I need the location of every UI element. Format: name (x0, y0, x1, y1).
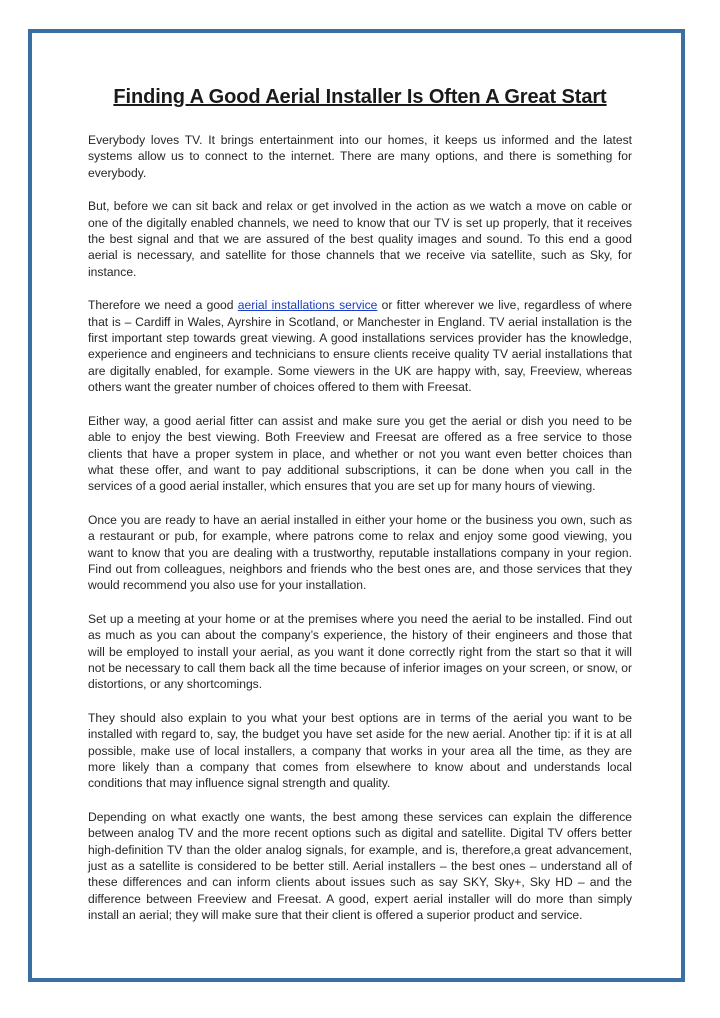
paragraph-freeview-freesat: Either way, a good aerial fitter can assist and make sure you get the aerial or dish you need to be able to enjoy the best viewing. Both Freeview and Freesat are offered as a free service to those clients that have a proper system in place, and whether or not you want even better choices than what these offer, and want to pay additional subscriptions, it can be done when you call in the services of a good aerial installer, which ensures that you are set up for many hours of viewing. (88, 413, 632, 494)
document-body (88, 132, 632, 941)
paragraph-meeting: Set up a meeting at your home or at the premises where you need the aerial to be installed. Find out as much as you can about the company’s experience, the history of their engineers and those that will be employed to install your aerial, as you want it done correctly right from the start so that it will not be necessary to call them back all the time because of inferior images on your screen, or snow, or distortions, or any shortcomings. (88, 611, 632, 692)
paragraph-installation-service (88, 297, 632, 395)
paragraph-options-tips: They should also explain to you what your best options are in terms of the aerial you want to be installed with regard to, say, the budget you have set aside for the new aerial. Another tip: if it is at all possible, make use of local installers, a company that works in your area all the time, as they are more likely than a company that comes from elsewhere to know about and understands local conditions that may influence signal strength and quality. (88, 710, 632, 791)
paragraph-intro: Everybody loves TV. It brings entertainment into our homes, it keeps us informed and the latest systems allow us to connect to the internet. There are many options, and there is something for everybody. (88, 133, 632, 180)
paragraph-text-after-link: or fitter wherever we live, regardless of where that is – Cardiff in Wales, Ayrshire in Scotland, or Manchester in England. TV aerial installation is the first important step towards great viewing. A good installations services provider has the knowledge, experience and engineers and technicians to ensure clients receive quality TV aerial installations that are digitally enabled, for example. Some viewers in the UK are happy with, say, Freeview, whereas others want the greater number of choices offered to them with Freesat. (88, 298, 632, 395)
document-title: Finding A Good Aerial Installer Is Often A Great Start (113, 86, 607, 108)
paragraph-signal-quality: But, before we can sit back and relax or get involved in the action as we watch a move on cable or one of the digitally enabled channels, we need to know that our TV is set up properly, that it receives the best signal and that we are assured of the best quality images and sound. To this end a good aerial is necessary, and satellite for those channels that we receive via satellite, such as Sky, for instance. (88, 199, 632, 279)
paragraph-text-before-link: Therefore we need a good (88, 298, 238, 313)
aerial-installations-service-link[interactable]: aerial installations service (237, 298, 378, 313)
paragraph-analog-digital: Depending on what exactly one wants, the best among these services can explain the difference between analog TV and the more recent options such as digital and satellite. Digital TV offers better high-definition TV than the older analog signals, for example, and is, therefore,a great advancement, just as a satellite is considered to be better still. Aerial installers – the best ones – understand all of these differences and can inform clients about issues such as say SKY, Sky+, Sky HD – and the difference between Freeview and Freesat. A good, expert aerial installer will do more than simply install an aerial; they will make sure that their client is offered a superior product and service. (88, 809, 632, 923)
paragraph-choosing-company: Once you are ready to have an aerial installed in either your home or the business you own, such as a restaurant or pub, for example, where patrons come to relax and enjoy some good viewing, you want to know that you are dealing with a trustworthy, reputable installations company in your region. Find out from colleagues, neighbors and friends who the best ones are, and those services that they would recommend you also use for your installation. (88, 512, 632, 593)
